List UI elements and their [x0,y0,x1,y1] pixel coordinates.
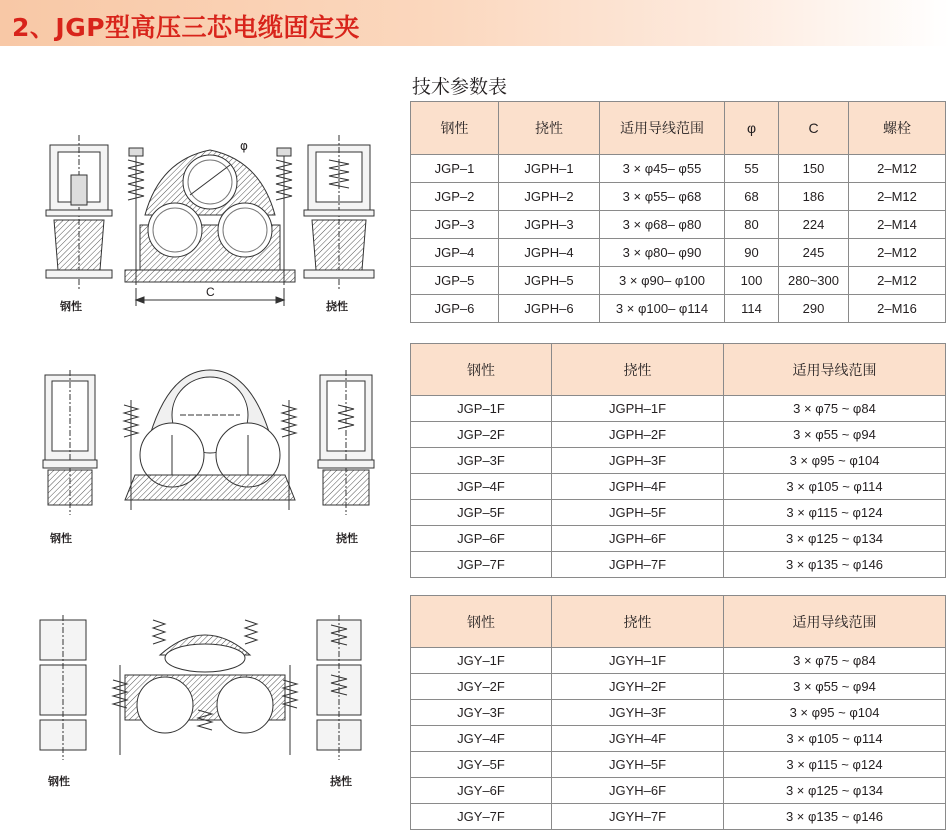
col-header: 挠性 [499,102,600,155]
table-cell: JGP–3F [411,448,552,474]
table-cell: 3 × φ100– φ114 [600,295,725,323]
table-cell: 114 [725,295,779,323]
table-cell: 3 × φ105 ~ φ114 [724,726,946,752]
page-title: 2、JGP型高压三芯电缆固定夹 [12,13,361,42]
col-header: 适用导线范围 [724,596,946,648]
table-cell: 3 × φ115 ~ φ124 [724,752,946,778]
table-cell: JGP–2 [411,183,499,211]
table-cell: 3 × φ75 ~ φ84 [724,396,946,422]
table-cell: 3 × φ80– φ90 [600,239,725,267]
table-cell: JGP–5F [411,500,552,526]
table-row [411,648,946,674]
front-view-2 [124,370,296,510]
table-cell: 3 × φ125 ~ φ134 [724,778,946,804]
table-cell: 2–M16 [849,295,946,323]
col-header: 钢性 [411,596,552,648]
col-header: 挠性 [552,344,724,396]
col-header: 挠性 [552,596,724,648]
table-cell: JGPH–2F [552,422,724,448]
table-row [411,155,946,183]
table-cell: 2–M12 [849,155,946,183]
table-row [411,752,946,778]
col-header: 适用导线范围 [600,102,725,155]
col-header: 钢性 [411,102,499,155]
col-header: φ [725,102,779,155]
clamp-drawing-2 [40,365,380,525]
table-cell: 90 [725,239,779,267]
front-view-3 [113,620,297,755]
table-row [411,422,946,448]
table-cell: JGYH–1F [552,648,724,674]
table-cell: 68 [725,183,779,211]
spec-table-1 [410,101,946,323]
table-cell: JGPH–2 [499,183,600,211]
table-cell: 224 [779,211,849,239]
table-cell: 55 [725,155,779,183]
table-cell: 290 [779,295,849,323]
table-cell: JGPH–5 [499,267,600,295]
table-cell: 3 × φ55 ~ φ94 [724,674,946,700]
table-cell: JGP–4 [411,239,499,267]
col-header: 适用导线范围 [724,344,946,396]
caption-rigid-2: 钢性 [50,532,72,545]
table-cell: JGY–2F [411,674,552,700]
table-cell: JGP–1F [411,396,552,422]
table-cell: 2–M14 [849,211,946,239]
table-cell: JGP–7F [411,552,552,578]
caption-rigid-3: 钢性 [48,775,70,788]
side-view-rigid-2 [43,370,97,515]
table-cell: JGY–3F [411,700,552,726]
table-cell: JGPH–3F [552,448,724,474]
table-cell: 3 × φ135 ~ φ146 [724,552,946,578]
table-cell: JGP–4F [411,474,552,500]
table-cell: 3 × φ55– φ68 [600,183,725,211]
table-row [411,267,946,295]
table-cell: 2–M12 [849,267,946,295]
table-cell: JGP–5 [411,267,499,295]
table-cell: 3 × φ125 ~ φ134 [724,526,946,552]
table-cell: JGP–3 [411,211,499,239]
spec-table-2 [410,343,946,578]
table-cell: 3 × φ75 ~ φ84 [724,648,946,674]
table-cell: 186 [779,183,849,211]
table-row [411,700,946,726]
col-header: C [779,102,849,155]
table-cell: JGYH–6F [552,778,724,804]
title-banner [0,0,950,46]
table-cell: JGPH–4 [499,239,600,267]
table-cell: JGY–5F [411,752,552,778]
table-cell: JGYH–7F [552,804,724,830]
table-row [411,211,946,239]
side-view-flexible [304,135,374,290]
dimension-c-label: C [206,285,215,299]
side-view-rigid [46,135,112,290]
table-cell: JGPH–6F [552,526,724,552]
table-cell: 245 [779,239,849,267]
caption-flexible-3: 挠性 [330,775,352,788]
table-cell: JGP–6F [411,526,552,552]
table-cell: JGPH–1 [499,155,600,183]
table-row [411,500,946,526]
table-row [411,295,946,323]
table-cell: 80 [725,211,779,239]
table-row [411,804,946,830]
side-view-flexible-2 [318,370,374,515]
table-cell: JGYH–5F [552,752,724,778]
table-cell: 3 × φ45– φ55 [600,155,725,183]
table-cell: 3 × φ135 ~ φ146 [724,804,946,830]
table-cell: JGP–6 [411,295,499,323]
col-header: 钢性 [411,344,552,396]
table-row [411,778,946,804]
table-row [411,448,946,474]
table-cell: 3 × φ55 ~ φ94 [724,422,946,448]
clamp-drawing-3 [35,610,365,770]
table-cell: JGPH–3 [499,211,600,239]
table-header-row [411,596,946,648]
table-cell: JGPH–6 [499,295,600,323]
table-cell: JGY–7F [411,804,552,830]
table-cell: 150 [779,155,849,183]
caption-flexible-1: 挠性 [326,300,348,313]
table-cell: 3 × φ68– φ80 [600,211,725,239]
params-heading: 技术参数表 [412,76,508,98]
caption-flexible-2: 挠性 [336,532,358,545]
table-cell: 3 × φ95 ~ φ104 [724,448,946,474]
clamp-drawing-1 [40,130,380,320]
table-cell: 280~300 [779,267,849,295]
col-header: 螺栓 [849,102,946,155]
table-cell: JGPH–4F [552,474,724,500]
table-header-row [411,344,946,396]
table-header-row [411,102,946,155]
table-cell: JGY–1F [411,648,552,674]
table-cell: JGY–4F [411,726,552,752]
table-cell: JGP–1 [411,155,499,183]
side-view-rigid-3 [40,615,86,760]
dimension-phi-label: φ [240,139,248,153]
table-cell: JGYH–4F [552,726,724,752]
table-row [411,726,946,752]
spec-table-3 [410,595,946,830]
table-cell: 2–M12 [849,239,946,267]
table-cell: JGY–6F [411,778,552,804]
table-row [411,526,946,552]
table-row [411,183,946,211]
table-row [411,674,946,700]
caption-rigid-1: 钢性 [60,300,82,313]
table-cell: JGPH–1F [552,396,724,422]
side-view-flexible-3 [317,615,361,760]
table-cell: 3 × φ115 ~ φ124 [724,500,946,526]
table-row [411,239,946,267]
table-cell: JGPH–7F [552,552,724,578]
table-cell: JGPH–5F [552,500,724,526]
table-cell: 3 × φ90– φ100 [600,267,725,295]
table-cell: 3 × φ105 ~ φ114 [724,474,946,500]
table-row [411,474,946,500]
table-cell: 100 [725,267,779,295]
table-cell: JGYH–2F [552,674,724,700]
table-cell: JGYH–3F [552,700,724,726]
front-view-1 [125,148,295,306]
table-cell: 3 × φ95 ~ φ104 [724,700,946,726]
table-cell: JGP–2F [411,422,552,448]
table-row [411,552,946,578]
table-row [411,396,946,422]
table-cell: 2–M12 [849,183,946,211]
